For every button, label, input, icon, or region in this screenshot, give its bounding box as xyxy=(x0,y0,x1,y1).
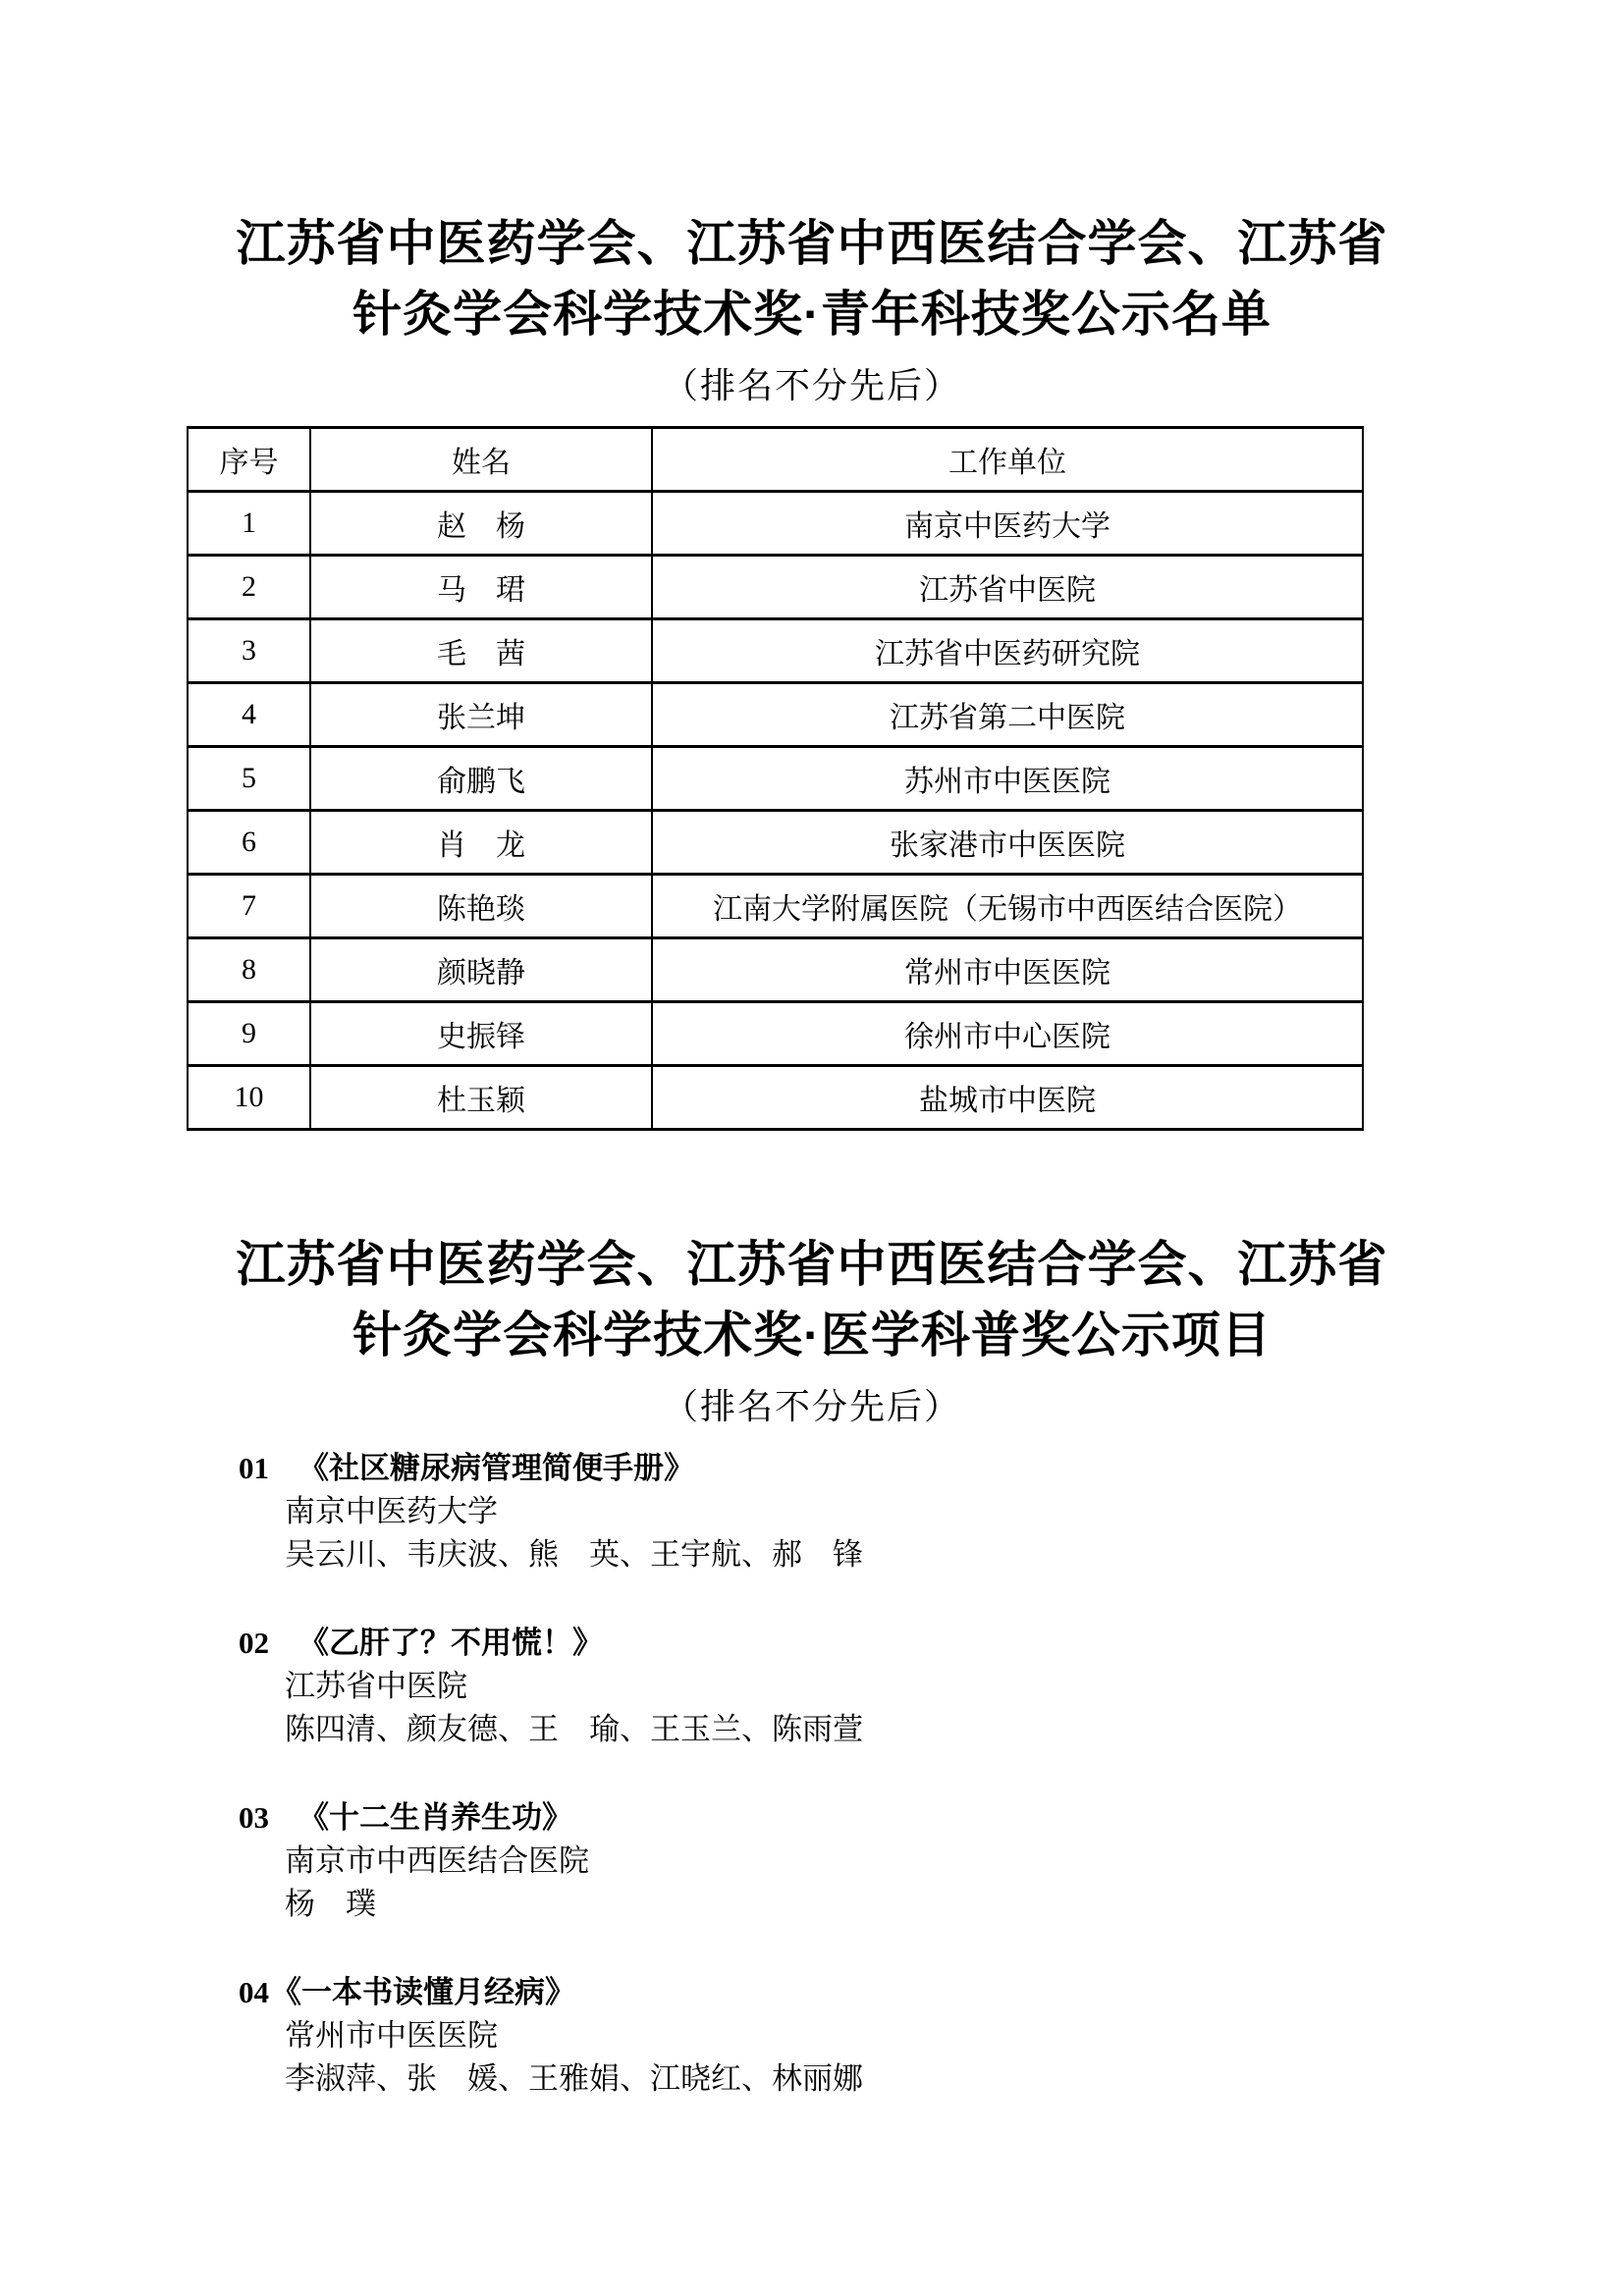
table-header-cell-org: 工作单位 xyxy=(652,428,1363,492)
section2-subtitle: （排名不分先后） xyxy=(662,1387,961,1426)
table-cell-index: 6 xyxy=(188,811,310,875)
table-cell-org: 盐城市中医院 xyxy=(652,1066,1363,1130)
table-cell-index: 1 xyxy=(188,492,310,556)
table-cell-org: 苏州市中医医院 xyxy=(652,747,1363,811)
item-number: 01 xyxy=(239,1451,269,1485)
table-header-cell-index: 序号 xyxy=(188,428,310,492)
table-cell-org: 江苏省第二中医院 xyxy=(652,683,1363,747)
table-header-row xyxy=(188,428,1363,492)
table-cell-org: 张家港市中医医院 xyxy=(652,811,1363,875)
table-cell-name: 陈艳琰 xyxy=(310,875,652,938)
youth-award-table xyxy=(187,426,1364,1131)
item-title-line xyxy=(239,1796,1624,1840)
table-cell-org: 徐州市中心医院 xyxy=(652,1002,1363,1066)
item-title-line xyxy=(239,1971,1624,2014)
table-cell-name: 杜玉颖 xyxy=(310,1066,652,1130)
table-cell-name: 张兰坤 xyxy=(310,683,652,747)
section1-title xyxy=(0,208,1624,349)
table-cell-index: 4 xyxy=(188,683,310,747)
table-row xyxy=(188,747,1363,811)
table-row xyxy=(188,683,1363,747)
table-cell-index: 8 xyxy=(188,938,310,1002)
item-title: 《十二生肖养生功》 xyxy=(298,1800,572,1835)
table-cell-index: 5 xyxy=(188,747,310,811)
item-number: 04 xyxy=(239,1975,269,2009)
item-organization: 江苏省中医院 xyxy=(285,1669,467,1703)
table-row xyxy=(188,875,1363,938)
table-cell-index: 9 xyxy=(188,1002,310,1066)
table-cell-name: 毛 茜 xyxy=(310,619,652,683)
table-row xyxy=(188,938,1363,1002)
item-title-line xyxy=(239,1447,1624,1490)
table-header-cell-name: 姓名 xyxy=(310,428,652,492)
table-row xyxy=(188,619,1363,683)
table-row xyxy=(188,1066,1363,1130)
item-authors: 吴云川、韦庆波、熊 英、王宇航、郝 锋 xyxy=(285,1537,863,1572)
item-organization: 常州市中医医院 xyxy=(285,2018,498,2053)
item-title: 《乙肝了？不用慌！》 xyxy=(298,1626,603,1660)
table-row xyxy=(188,1002,1363,1066)
table-row xyxy=(188,556,1363,619)
item-number: 02 xyxy=(239,1626,269,1660)
table-cell-name: 肖 龙 xyxy=(310,811,652,875)
table-cell-index: 7 xyxy=(188,875,310,938)
table-cell-name: 赵 杨 xyxy=(310,492,652,556)
list-item xyxy=(239,1622,1624,1751)
table-cell-org: 江苏省中医药研究院 xyxy=(652,619,1363,683)
item-authors: 李淑萍、张 媛、王雅娟、江晓红、林丽娜 xyxy=(285,2061,863,2096)
item-title: 《一本书读懂月经病》 xyxy=(271,1975,575,2009)
table-cell-name: 颜晓静 xyxy=(310,938,652,1002)
table-row xyxy=(188,811,1363,875)
item-organization: 南京中医药大学 xyxy=(285,1494,498,1528)
table-row xyxy=(188,492,1363,556)
list-item xyxy=(239,1796,1624,1926)
item-organization: 南京市中西医结合医院 xyxy=(285,1843,589,1878)
table-cell-name: 俞鹏飞 xyxy=(310,747,652,811)
item-number: 03 xyxy=(239,1800,269,1835)
table-cell-org: 江南大学附属医院（无锡市中西医结合医院） xyxy=(652,875,1363,938)
table-cell-org: 南京中医药大学 xyxy=(652,492,1363,556)
section1-subtitle: （排名不分先后） xyxy=(662,366,961,405)
list-item xyxy=(239,1971,1624,2101)
section2-title-line2: 针灸学会科学技术奖·医学科普奖公示项目 xyxy=(352,1308,1272,1362)
item-authors: 杨 璞 xyxy=(285,1887,376,1921)
list-item xyxy=(239,1447,1624,1576)
table-cell-name: 马 珺 xyxy=(310,556,652,619)
section1-title-line1: 江苏省中医药学会、江苏省中西医结合学会、江苏省 xyxy=(236,216,1388,271)
table-cell-index: 3 xyxy=(188,619,310,683)
table-cell-org: 常州市中医医院 xyxy=(652,938,1363,1002)
project-list xyxy=(239,1447,1624,2101)
section2-title xyxy=(0,1229,1624,1370)
section2-title-line1: 江苏省中医药学会、江苏省中西医结合学会、江苏省 xyxy=(236,1237,1388,1292)
table-cell-name: 史振铎 xyxy=(310,1002,652,1066)
table-cell-index: 10 xyxy=(188,1066,310,1130)
section1-title-line2: 针灸学会科学技术奖·青年科技奖公示名单 xyxy=(352,287,1272,342)
table-cell-org: 江苏省中医院 xyxy=(652,556,1363,619)
table-cell-index: 2 xyxy=(188,556,310,619)
item-title-line xyxy=(239,1622,1624,1665)
item-title: 《社区糖尿病管理简便手册》 xyxy=(298,1451,694,1485)
item-authors: 陈四清、颜友德、王 瑜、王玉兰、陈雨萱 xyxy=(285,1712,863,1746)
